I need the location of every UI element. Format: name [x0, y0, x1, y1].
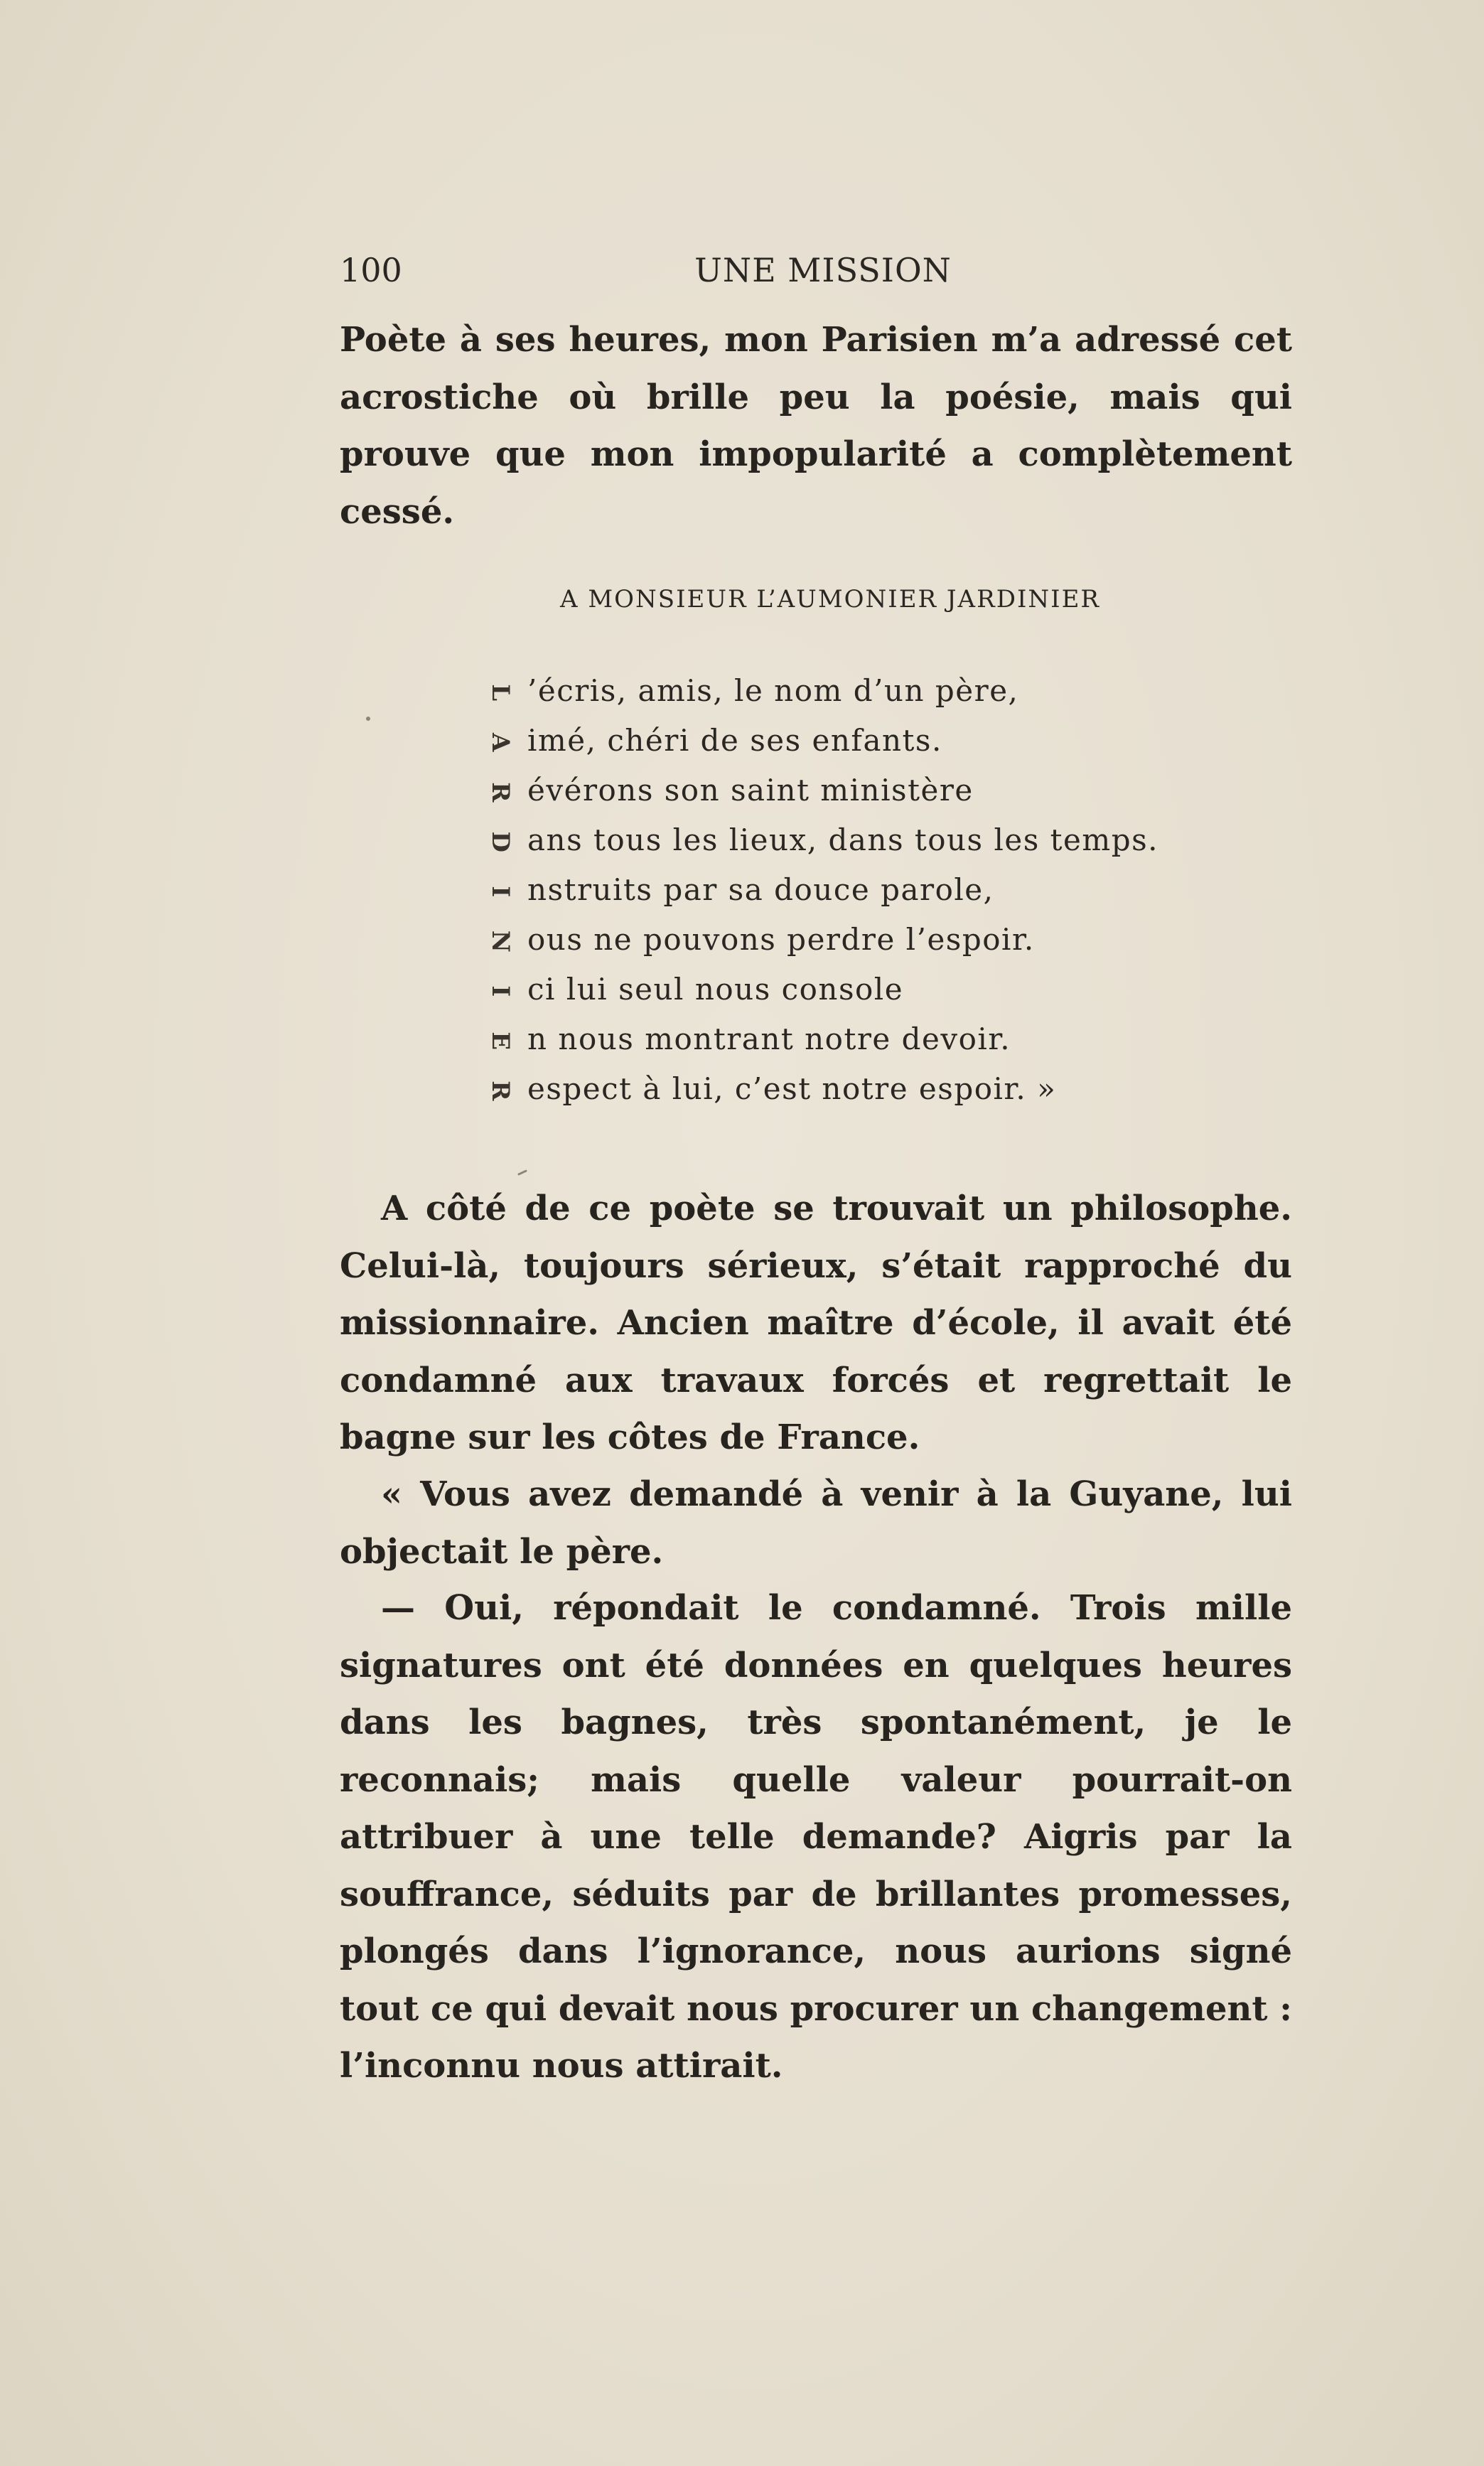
poem-line [483, 666, 1265, 716]
acrostic-initial: R [486, 782, 515, 803]
acrostic-initial: A [486, 733, 515, 753]
poem-line-text: n nous montrant notre devoir. [527, 1022, 1011, 1056]
poem-line-text: ’écris, amis, le nom d’un père, [527, 673, 1019, 708]
acrostic-poem [483, 666, 1265, 1114]
acrostic-initial: L [486, 684, 515, 702]
acrostic-initial: I [486, 886, 515, 899]
poem-line-text: ans tous les lieux, dans tous les temps. [527, 822, 1159, 857]
acrostic-initial: I [486, 985, 515, 998]
poem-line-text: nstruits par sa douce parole, [527, 872, 994, 907]
poem-line [483, 1064, 1265, 1114]
poem-line [483, 915, 1265, 965]
poem-title: A MONSIEUR L’AUMONIER JARDINIER [559, 585, 1100, 613]
poem-line-text: imé, chéri de ses enfants. [527, 723, 942, 758]
running-title: UNE MISSION [694, 251, 952, 289]
page-number: 100 [340, 251, 402, 289]
paper-speck [517, 1169, 527, 1176]
running-head [340, 249, 1299, 291]
body-paragraph-2: « Vous avez demandé à venir à la Guyane, lui objectait le père. [340, 1474, 1292, 1572]
acrostic-initial: D [486, 831, 515, 854]
poem-line [483, 965, 1265, 1014]
poem-line [483, 865, 1265, 915]
body-paragraph-3: — Oui, répondait le condamné. Trois mille signatures ont été données en quelques heures dans les bagnes, très spontanément, je le reconnais; mais quelle valeur pourrait-on attribuer à une telle demande? Aigris par la souffrance, séduits par de brillantes promesses, plongés dans l’ignorance, nous aurions signé tout ce qui devait nous procurer un changement : l’inconnu nous attirait. [340, 1588, 1292, 2086]
acrostic-initial: R [486, 1081, 515, 1102]
poem-line [483, 1014, 1265, 1064]
poem-line-text: espect à lui, c’est notre espoir. » [527, 1071, 1057, 1106]
poem-line [483, 766, 1265, 815]
body-paragraph-1: A côté de ce poète se trouvait un philosophe. Celui-là, toujours sérieux, s’était rapproché du missionnaire. Ancien maître d’école, il avait été condamné aux travaux forcés et regrettait le bagne sur les côtes de France. [340, 1189, 1292, 1457]
poem-line-text: ci lui seul nous console [527, 972, 904, 1007]
poem-line-text: ous ne pouvons perdre l’espoir. [527, 922, 1035, 957]
acrostic-initial: N [486, 930, 515, 954]
intro-paragraph: Poète à ses heures, mon Parisien m’a adressé cet acrostiche où brille peu la poésie, mais qui prouve que mon impopularité a complètement cessé. [340, 320, 1292, 532]
paper-speck [366, 717, 370, 721]
acrostic-initial: E [486, 1031, 515, 1051]
poem-line [483, 716, 1265, 766]
poem-line-text: évérons son saint ministère [527, 773, 974, 808]
poem-line [483, 815, 1265, 865]
